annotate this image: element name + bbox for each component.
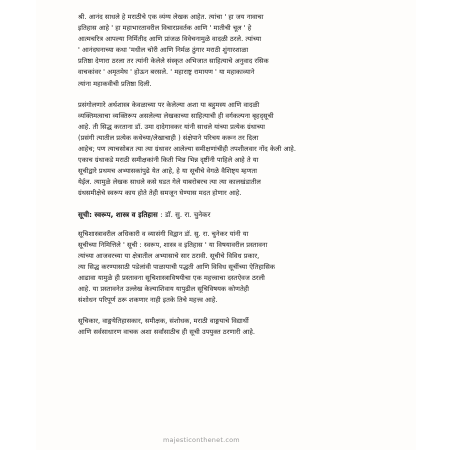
- closing-line: आणि सर्वसाधारण वाचक अशा सर्वांसाठीच ही सूची उपयुक्त ठरणारी आहे.: [78, 328, 256, 337]
- section-paragraph: [78, 229, 378, 307]
- body-line: एकाच ग्रंथाकडे मराठी समीक्षकांनी किती भिन्न भिन्न दृष्टींनी पाहिले आहे ते या: [78, 156, 259, 165]
- intro-line: वाचकांवर ' अमृतमेघ ' होऊन बरसले. ' महाराष्ट्र रामायण ' या महाकाव्याने: [78, 68, 255, 77]
- intro-line: श्री. आनंद साधले हे मराठीचे एक व्यंग्य लेखक आहेत. त्यांचा ' हा जय नावाचा: [78, 13, 264, 21]
- closing-paragraph: [78, 316, 378, 338]
- body-line: ग्रंथसमीक्षेचे स्वरूप काय होते तेही समजून घेण्यास मदत होणार आहे.: [78, 189, 242, 198]
- paragraph-gap: [78, 200, 378, 210]
- paragraph-gap: [78, 221, 378, 229]
- intro-line: ' आनंदघनाच्या कथा 'मधील चोरी आणि निर्मळ ठुंगार मराठी शुंगारशाळा: [78, 46, 249, 55]
- body-line: सूचीद्वारे प्रथमच अभ्यासकांपुढे येत आहे, हे या सूचीचे वेगळे वैशिष्ट्य म्हणता: [78, 167, 258, 176]
- section-line: सूचीच्या निमित्तिले ' सूची : स्वरूप, शास्त्र व इतिहास ' या विषयावरील प्रस्तावना: [78, 240, 268, 249]
- watermark: majesticonthenet.com: [163, 436, 240, 444]
- intro-line: त्यांना महाकवीची प्रतिष्ठा दिली.: [78, 79, 152, 88]
- closing-line: सूचिकार, वाङ्मयेतिहासकार, समीक्षक, संशोधक, मराठी वाङ्मयाचे विद्यार्थी: [78, 317, 249, 326]
- body-line: आहे. ती सिद्ध करताना डॉ. उमा दादेगावकर यांनी साधले यांच्या प्रत्येक ग्रंथाच्या: [78, 122, 265, 131]
- paragraph-gap: [78, 90, 378, 100]
- text-block: [78, 12, 378, 338]
- section-line: आढावा यामुळे ही प्रस्तावना सूचिशास्त्राविषयीचा एक महत्त्वाचा दस्तऐवज ठरली: [78, 273, 265, 282]
- intro-paragraph: [78, 12, 378, 90]
- paragraph-gap: [78, 306, 378, 316]
- body-line: (प्रसंगी त्यातील प्रत्येक कथेच्या/लेखाचाही ) संक्षेपाने परिचय करून तर दिला: [78, 133, 259, 142]
- body-line: येईल. त्यामुळे लेखक साधले कसे घडत गेले याबरोबरच त्या त्या कालखंडातील: [78, 178, 261, 187]
- body-line: प्रसंगोलणारे अर्थशास्त्र केवळाच्या पर केलेल्या अशा या बहुमस्य आणि वादळी: [78, 100, 260, 109]
- body-line: व्यक्तिमत्वाचा व्यक्तिरूप असलेल्या लेखकाच्या साहित्याची ही वर्गकल्पना बृहद्सूची: [78, 111, 274, 120]
- intro-line: आत्मचरित्र आपल्या निर्मितीद आणि प्रांजळ विवेचनामुळे वादळी ठरले. त्यांच्या: [78, 35, 262, 44]
- intro-line: प्रतिष्ठा देणारा ठरला तर त्यांनी केलेले संस्कृत अभिजात साहित्याचे अनुवाद रसिक: [78, 57, 269, 66]
- section-line: सूचिशास्त्रावरील अधिकारी व व्यासंगी विद्वान डॉ. सु. रा. चुनेकर यांनी या: [78, 229, 249, 238]
- body-paragraph: [78, 100, 378, 200]
- intro-line: इतिहास आहे ' हा महाभारतावरील विचारप्रवर्तक आणि ' मातीची चूल ' हे: [78, 24, 252, 33]
- section-line: आहे. या प्रस्तावनेत उल्लेख केल्याशिवाय यापुढील सूचिविषयक कोणतेही: [78, 285, 250, 294]
- section-heading: [78, 210, 378, 221]
- section-title: सूची: स्वरूप, शास्त्र व इतिहास: [78, 210, 158, 219]
- section-line: त्यांच्या आजवरच्या या क्षेत्रातील अभ्यासाचे सार ठरावी. सूचीचे विविध प्रकार,: [78, 251, 260, 260]
- section-line: संशोधन परिपूर्ण ठरू शकणार नाही इतके तिचे महत्त्व आहे.: [78, 296, 218, 305]
- section-line: त्या सिद्ध करण्यासाठी पडेलांवी पाळायाची पद्धती आणि विविध सूचींच्या ऐतिहासिक: [78, 262, 276, 271]
- body-line: आहेच; पण त्याचसोबत त्या त्या ग्रंथावर आलेल्या समीक्षणांचीही तपशीलवार नोंद केली आहे.: [78, 145, 296, 154]
- section-author: : डॉ. सु. रा. चुनेकर: [160, 210, 211, 219]
